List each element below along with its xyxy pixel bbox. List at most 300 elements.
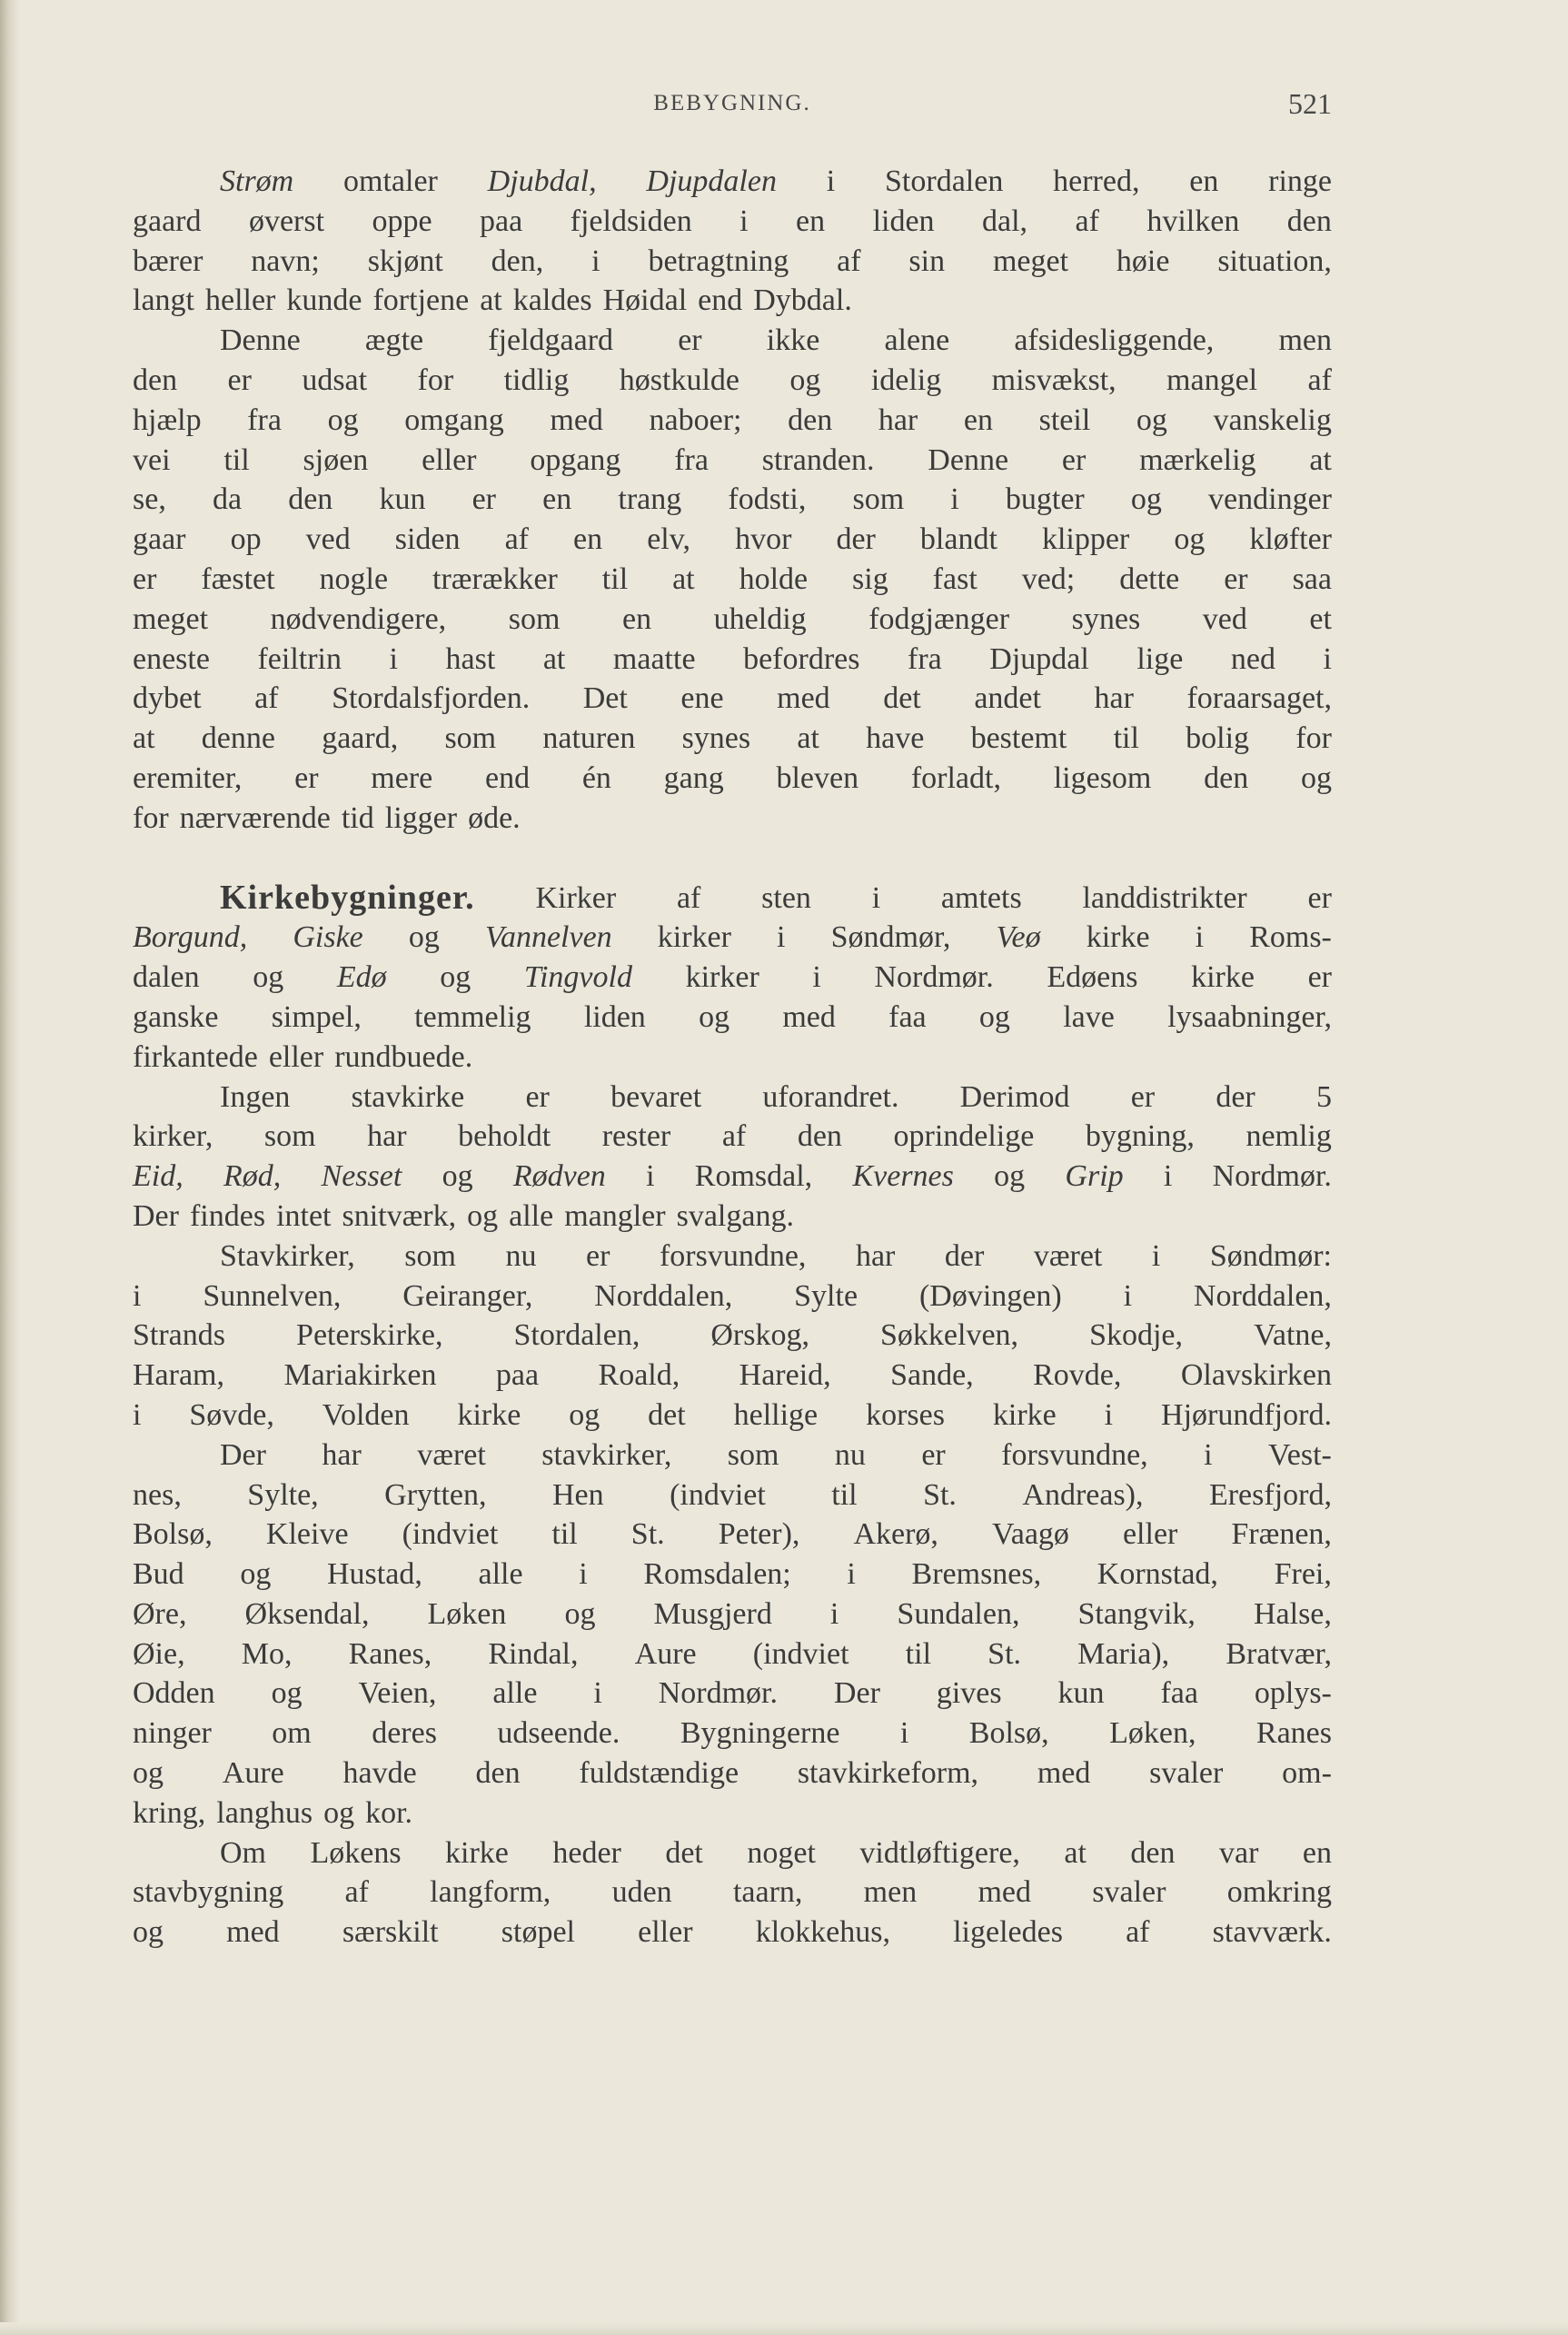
word: Andreas), (1022, 1477, 1144, 1512)
word: og (408, 920, 440, 955)
word: snitværk, (342, 1198, 457, 1233)
word: at (480, 283, 502, 318)
word: ganske (133, 999, 219, 1034)
word: med (1037, 1756, 1091, 1791)
word: taarn, (732, 1875, 803, 1910)
word: Geiranger, (402, 1278, 533, 1313)
word: Haram, (133, 1358, 225, 1393)
word: for (1295, 721, 1332, 756)
word: og (467, 1198, 499, 1233)
word: været (417, 1437, 486, 1472)
word: trang (618, 482, 682, 517)
word: gives (936, 1676, 1002, 1711)
word: St. (630, 1517, 665, 1552)
page-bottom-edge (0, 2322, 1568, 2335)
word: eneste (133, 641, 210, 676)
word: i (847, 1557, 856, 1592)
word: Vaagø (991, 1517, 1069, 1552)
word: Veien, (358, 1676, 437, 1711)
word: kun (1057, 1676, 1105, 1711)
word: vanskelig (1213, 402, 1332, 437)
word: en (1189, 164, 1219, 198)
word: det (883, 681, 921, 716)
word: dal, (982, 204, 1028, 238)
text-line (133, 1277, 1332, 1317)
word: alene (884, 323, 950, 358)
word: høstkulde (619, 363, 739, 397)
word: Romsdalen; (643, 1557, 791, 1592)
word: Stordalen, (513, 1318, 640, 1353)
word: og (569, 1397, 600, 1432)
word: er (133, 561, 157, 596)
text-line (133, 600, 1332, 640)
word: kirke (1086, 920, 1150, 955)
text-line (133, 361, 1332, 401)
text-line (133, 918, 1332, 958)
word: Frænen, (1231, 1517, 1332, 1552)
word: af (676, 880, 701, 915)
word: Skodje, (1089, 1318, 1184, 1353)
text-line (133, 1873, 1332, 1913)
word: fuldstændige (579, 1756, 739, 1791)
word: er (525, 1079, 550, 1114)
text-line (133, 799, 1332, 839)
word: hellige (733, 1397, 819, 1432)
word: vendinger (1208, 482, 1332, 517)
word: en (573, 522, 603, 557)
word: til (601, 561, 629, 596)
word: Bratvær, (1226, 1636, 1332, 1671)
word: Akerø, (853, 1517, 938, 1552)
word: høie (1116, 243, 1170, 278)
word: der (944, 1238, 985, 1273)
word: eller (422, 442, 477, 477)
word: rundbuede. (334, 1039, 473, 1074)
word: og (133, 1915, 164, 1950)
word: Nordmør. (874, 960, 994, 995)
word: lave (1063, 999, 1115, 1034)
word: i (826, 164, 836, 198)
word: hast (445, 641, 496, 676)
word: i (777, 920, 786, 955)
word: nes, (133, 1477, 182, 1512)
word: eller (1122, 1517, 1178, 1552)
word: én (581, 760, 611, 795)
word: og (564, 1596, 596, 1631)
word: tid (341, 800, 374, 835)
word: simpel, (271, 999, 362, 1034)
word: uheldig (713, 601, 807, 636)
word: har (367, 1119, 407, 1154)
word: at (542, 641, 566, 676)
word: eremiter, (133, 760, 243, 795)
word: Vatne, (1254, 1318, 1332, 1353)
word: Stavkirker, (220, 1238, 355, 1273)
word: Rød, (223, 1159, 282, 1194)
word: en (963, 402, 993, 437)
word: er (921, 1437, 946, 1472)
word: er (227, 363, 252, 397)
word: Bolsø, (133, 1517, 213, 1552)
word: Ingen (220, 1079, 291, 1114)
text-line (133, 1555, 1332, 1595)
word: fjeldsiden (570, 204, 692, 238)
word: en (796, 204, 826, 238)
text-line (133, 441, 1332, 481)
word: hvor (735, 522, 792, 557)
word: fortjene (372, 283, 470, 318)
word: det (648, 1397, 686, 1432)
text-line (133, 1913, 1332, 1952)
text-line (133, 242, 1332, 282)
word: Søvde, (189, 1397, 274, 1432)
word: Grytten, (384, 1477, 487, 1512)
word: Hjørundfjord. (1161, 1397, 1332, 1432)
word: Stangvik, (1077, 1596, 1196, 1631)
word: fast (932, 561, 978, 596)
word: om (272, 1716, 312, 1751)
word: Odden (133, 1676, 215, 1711)
text-line (133, 679, 1332, 719)
word: den (1286, 204, 1332, 238)
word: og (978, 999, 1010, 1034)
word: Kvernes (852, 1159, 954, 1194)
word: bevaret (610, 1079, 702, 1114)
word: langhus (216, 1795, 313, 1830)
word: Sylte, (247, 1477, 319, 1512)
word: har (322, 1437, 362, 1472)
word: amtets (940, 880, 1022, 915)
word: af (1126, 1915, 1150, 1950)
word: særskilt (342, 1915, 439, 1950)
word: med (226, 1915, 280, 1950)
word: eller (268, 1039, 324, 1074)
word: klokkehus, (755, 1915, 890, 1950)
word: fra (674, 442, 709, 477)
word: er (1307, 880, 1332, 915)
word: naturen (542, 721, 636, 756)
word: og (323, 1795, 355, 1830)
word: og (1136, 402, 1167, 437)
word: idelig (870, 363, 942, 397)
text-line (133, 281, 1332, 321)
word: udseende. (497, 1716, 620, 1751)
word: i (1123, 1278, 1133, 1313)
word: nu (505, 1238, 537, 1273)
text-line (133, 1157, 1332, 1197)
word: øde. (468, 800, 521, 835)
word: i (133, 1278, 142, 1313)
word: andet (974, 681, 1041, 716)
word: heller (204, 283, 276, 318)
word: Der (220, 1437, 266, 1472)
word: Eresfjord, (1208, 1477, 1332, 1512)
word: det (665, 1835, 703, 1870)
word: intet (276, 1198, 332, 1233)
word: Nesset (321, 1159, 402, 1194)
word: kun (379, 482, 426, 517)
word: kor. (365, 1795, 413, 1830)
word: Tingvold (523, 960, 632, 995)
word: ligger (384, 800, 458, 835)
word: som (404, 1238, 456, 1273)
word: ned (1230, 641, 1275, 676)
word: den, (491, 243, 544, 278)
word: Strands (133, 1318, 225, 1353)
word: den (288, 482, 333, 517)
word: og (1300, 760, 1332, 795)
page-header (133, 87, 1332, 127)
word: langt (133, 283, 194, 318)
word: firkantede (133, 1039, 258, 1074)
word: deres (372, 1716, 437, 1751)
word: sjøen (303, 442, 369, 477)
word: Veø (996, 920, 1041, 955)
word: svaler (1092, 1875, 1166, 1910)
word: stavkirkeform, (797, 1756, 979, 1791)
word: Aure (634, 1636, 697, 1671)
word: Sunnelven, (203, 1278, 342, 1313)
word: Peterskirke, (296, 1318, 443, 1353)
text-line (133, 719, 1332, 759)
word: af (344, 1875, 369, 1910)
word: tidlig (503, 363, 570, 397)
word: er (1061, 442, 1087, 477)
word: var (1218, 1835, 1259, 1870)
word: op (230, 522, 262, 557)
word: maatte (612, 641, 696, 676)
text-line (133, 1793, 1332, 1833)
word: forsvundne, (1001, 1437, 1148, 1472)
word: den (797, 1119, 842, 1154)
word: at (672, 561, 695, 596)
word: Maria), (1077, 1636, 1170, 1671)
word: Bolsø, (968, 1716, 1049, 1751)
word: end (484, 760, 531, 795)
word: har (1094, 681, 1134, 716)
word: der (1216, 1079, 1255, 1114)
word: hvilken (1146, 204, 1240, 238)
text-line (133, 1117, 1332, 1157)
text-line (133, 1038, 1332, 1078)
word: Kleive (265, 1517, 349, 1552)
word: bygning, (1085, 1119, 1195, 1154)
word: gang (663, 760, 724, 795)
text-line (133, 1714, 1332, 1754)
word: sten (761, 880, 811, 915)
word: en (1302, 1835, 1332, 1870)
word: nemlig (1245, 1119, 1332, 1154)
word: ligesom (1053, 760, 1152, 795)
word: og (240, 1557, 272, 1592)
word: langform, (430, 1875, 551, 1910)
word: kirke (1191, 960, 1255, 995)
word: et (1309, 601, 1332, 636)
word: sin (908, 243, 946, 278)
word: og (271, 1676, 303, 1711)
word: Hen (551, 1477, 604, 1512)
text-line (133, 401, 1332, 441)
text-line (133, 1197, 1332, 1237)
word: liden (583, 999, 646, 1034)
word: Om (220, 1835, 266, 1870)
word: men (1278, 323, 1332, 358)
word: Borgund, (133, 920, 248, 955)
page-number: 521 (1288, 87, 1332, 120)
word: kring, (133, 1795, 206, 1830)
word: end (698, 283, 743, 318)
word: St. (923, 1477, 957, 1512)
text-line (133, 1595, 1332, 1634)
word: i (1163, 1159, 1173, 1194)
word: Rindal, (488, 1636, 579, 1671)
word: paa (495, 1358, 540, 1393)
word: er (1224, 561, 1248, 596)
word: oplys- (1254, 1676, 1332, 1711)
word: Rovde, (1033, 1358, 1122, 1393)
word: i (950, 482, 959, 517)
word: og (133, 1756, 164, 1791)
word: dette (1119, 561, 1180, 596)
word: til (831, 1477, 858, 1512)
word: nu (834, 1437, 866, 1472)
word: Sundalen, (897, 1596, 1020, 1631)
binding-edge (0, 0, 20, 2335)
word: i (1323, 641, 1332, 676)
word: (indviet (402, 1517, 499, 1552)
word: Det (582, 681, 628, 716)
word: Frei, (1274, 1557, 1332, 1592)
text-line (133, 1078, 1332, 1118)
word: stavværk. (1212, 1915, 1332, 1950)
word: Ørskog, (710, 1318, 809, 1353)
word: med (777, 681, 830, 716)
word: af (504, 522, 529, 557)
word: den (1204, 760, 1249, 795)
word: findes (189, 1198, 266, 1233)
word: Søndmør, (830, 920, 951, 955)
word: er (1307, 960, 1332, 995)
word: Søkkelven, (880, 1318, 1019, 1353)
word: omkring (1226, 1875, 1332, 1910)
word: som (852, 482, 905, 517)
text-line (133, 162, 1332, 202)
word: Der (133, 1198, 179, 1233)
word: om- (1282, 1756, 1332, 1791)
body-text (133, 162, 1332, 1952)
word: af (1075, 204, 1099, 238)
word: meget (992, 243, 1069, 278)
word: mangler (564, 1198, 666, 1233)
word: Kirker (535, 880, 617, 915)
text-line (133, 640, 1332, 680)
word: St. (987, 1636, 1022, 1671)
word: Nordmør. (658, 1676, 778, 1711)
text-line (133, 480, 1332, 520)
word: siden (394, 522, 461, 557)
word: for (417, 363, 454, 397)
text-line (133, 1436, 1332, 1476)
word: situation, (1217, 243, 1332, 278)
word: Løken, (1109, 1716, 1196, 1751)
word: (indviet (752, 1636, 849, 1671)
word: bugter (1005, 482, 1085, 517)
word: Ranes (1255, 1716, 1332, 1751)
word: fæstet (201, 561, 275, 596)
word: da (212, 482, 243, 517)
word: den (133, 363, 178, 397)
word: rester (601, 1119, 671, 1154)
text-line (133, 998, 1332, 1038)
word: gaar (133, 522, 186, 557)
word: med (550, 402, 603, 437)
word: nødvendigere, (270, 601, 447, 636)
word: at (1309, 442, 1332, 477)
text-line (133, 520, 1332, 560)
word: ved (1202, 601, 1247, 636)
word: trærækker (432, 561, 558, 596)
word: Vannelven (484, 920, 612, 955)
word: og (440, 960, 471, 995)
word: svalgang. (676, 1198, 794, 1233)
text-line (133, 1356, 1332, 1396)
text-line (133, 321, 1332, 361)
word: fodsti, (728, 482, 807, 517)
word: der (836, 522, 876, 557)
word: vei (133, 442, 171, 477)
word: Nordmør. (1212, 1159, 1332, 1194)
text-line (133, 1476, 1332, 1515)
word: sig (852, 561, 888, 596)
word: kirke (445, 1835, 509, 1870)
word: og (789, 363, 821, 397)
word: synes (1071, 601, 1141, 636)
word: af (721, 1119, 747, 1154)
word: ikke (766, 323, 820, 358)
word: Strøm (220, 164, 294, 198)
word: i (1195, 920, 1205, 955)
word: Giske (293, 920, 363, 955)
paragraph-gap (133, 839, 1332, 879)
word: betragtning (648, 243, 789, 278)
word: til (551, 1517, 578, 1552)
word: med (978, 1875, 1032, 1910)
word: fodgjænger (868, 601, 1010, 636)
word: Øie, (133, 1636, 185, 1671)
word: denne (201, 721, 275, 756)
word: en (622, 601, 652, 636)
word: som (508, 601, 561, 636)
word: blandt (919, 522, 997, 557)
word: vidtløftigere, (859, 1835, 1020, 1870)
word: Løken (427, 1596, 507, 1631)
word: opgang (530, 442, 621, 477)
word: Aure (222, 1756, 284, 1791)
word: mere (371, 760, 433, 795)
word: hjælp (133, 402, 202, 437)
word: havde (342, 1756, 417, 1791)
word: uden (611, 1875, 672, 1910)
word: Øre, (133, 1596, 187, 1631)
word: bleven (776, 760, 859, 795)
word: som (444, 721, 497, 756)
word: Grip (1065, 1159, 1124, 1194)
word: Edøens (1047, 960, 1138, 995)
word: kirke (992, 1397, 1057, 1432)
word: dalen (133, 960, 200, 995)
word: til (905, 1636, 932, 1671)
word: holde (739, 561, 809, 596)
